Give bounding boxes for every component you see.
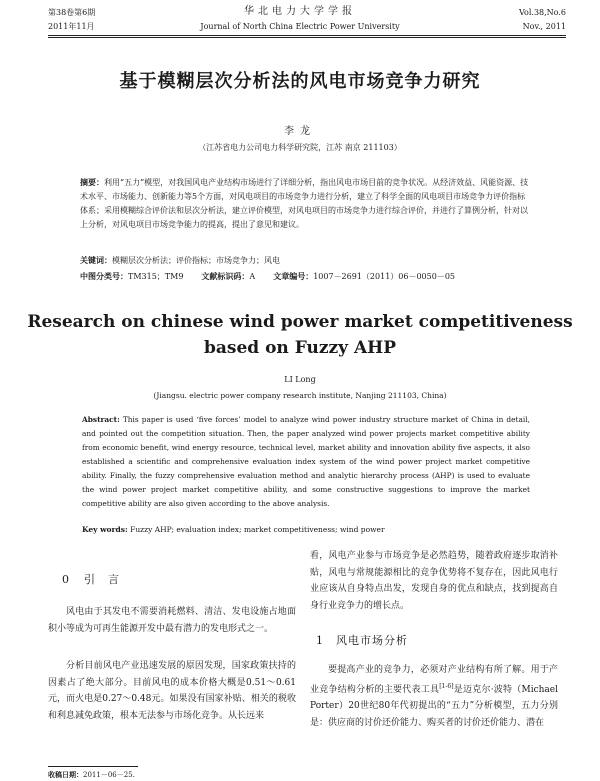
right-paragraph-2 xyxy=(310,662,558,731)
footnote-rule xyxy=(48,766,138,767)
keywords-en-label: Key words: xyxy=(82,525,128,534)
paper-title-en-line2: based on Fuzzy AHP xyxy=(204,338,396,358)
journal-name-en: Journal of North China Electric Power University xyxy=(200,22,400,31)
header-rule-thin xyxy=(48,37,566,38)
abstract-cn-text: 利用“五力”模型，对我国风电产业结构市场进行了详细分析，指出风电市场目前的竞争状况。从经济效益、风能资源、技术水平、市场能力、创新能力等5个方面，对风电项目的市场竞争力进行分析，建立了科学全面的风电项目市场竞争力评价指标体系；采用模糊综合评价法和层次分析法，建立评价模型，对风电项目的市场竞争力进行综合评价，并进行了算例分析，针对以上分析，对风电项目市场竞争能力的提高，提出了意见和建议。 xyxy=(80,178,529,229)
section-1-number: 1 xyxy=(316,634,324,647)
keywords-cn xyxy=(80,254,532,267)
abstract-cn-label: 摘要： xyxy=(80,177,104,187)
section-0-title: 引 言 xyxy=(84,573,120,586)
abstract-en xyxy=(82,413,530,511)
author-en: LI Long xyxy=(284,375,316,384)
section-0-heading xyxy=(62,571,120,587)
date-en: Nov., 2011 xyxy=(522,22,566,31)
clc-label: 中图分类号： xyxy=(80,271,128,281)
keywords-cn-text: 模糊层次分析法；评价指标；市场竞争力；风电 xyxy=(112,256,280,265)
intro-paragraph-1: 风电由于其发电不需要消耗燃料、清洁、发电设施占地面积小等成为可再生能源开发中最有潜力的发电形式之一。 xyxy=(48,607,296,634)
classification-line xyxy=(80,270,532,283)
section-0-number: 0 xyxy=(62,573,70,586)
received-date-value: 2011－06－25. xyxy=(83,771,135,779)
journal-name-cn: 华北电力大学学报 xyxy=(244,6,356,17)
keywords-en xyxy=(82,524,534,536)
article-number-value: 1007－2691（2011）06－0050－05 xyxy=(313,272,455,281)
abstract-en-text: This paper is used ‘five forces’ model to analyze wind power industry structure market of China in detail, and pointed out the competition situation. Then, the paper analyzed wind power projects market competitive ability from economic benefit, wind energy resource, technical level, market ability and innovation ability five aspects, it also established a scientific and comprehensive evaluation index system of the wind power project market competitive ability. Finally, the fuzzy comprehensive evaluation method and analytic hierarchy process (AHP) is used to evaluate the wind power project market competitive ability, and some constructive suggestions to improve the market competitive ability are also given according to the above analysis. xyxy=(82,415,530,508)
abstract-en-label: Abstract: xyxy=(82,415,120,424)
affiliation-en: (Jiangsu. electric power company research institute, Nanjing 211103, China) xyxy=(153,391,447,400)
right-paragraph-2-part1: 要提高产业的竞争力，必须对产业结构有所了解。用于产业竞争结构分析的主要代表工具 xyxy=(310,665,558,695)
clc-value: TM315；TM9 xyxy=(128,272,184,281)
doc-code-value: A xyxy=(249,272,256,281)
issue-date: 2011年11月 xyxy=(48,22,95,31)
abstract-cn xyxy=(80,175,532,232)
keywords-cn-label: 关键词： xyxy=(80,255,112,265)
section-1-heading xyxy=(316,632,408,648)
paper-title-cn: 基于模糊层次分析法的风电市场竞争力研究 xyxy=(119,71,481,92)
right-paragraph-2-part2: 是迈克尔·波特（Michael Porter）20世纪80年代初提出的“五力”分析模型，五力分别是：供应商的讨价还价能力、购买者的讨价还价能力、潜在 xyxy=(310,684,558,728)
affiliation-cn: （江苏省电力公司电力科学研究院，江苏 南京 211103） xyxy=(198,143,402,152)
header-rule xyxy=(48,35,566,36)
paper-title-en-line1: Research on chinese wind power market competitiveness xyxy=(27,312,573,332)
received-date-label: 收稿日期： xyxy=(48,770,83,779)
section-1-title: 风电市场分析 xyxy=(336,634,408,647)
author-cn: 李龙 xyxy=(284,126,316,137)
intro-paragraph-2: 分析目前风电产业迅速发展的原因发现，国家政策扶持的因素占了绝大部分。目前风电的成本价格大概是0.51～0.61元，而火电是0.27～0.48元。如果没有国家补贴、相关的税收和利息减免政策，根本无法参与市场化竞争。从长远来 xyxy=(48,661,296,721)
article-number-label: 文章编号： xyxy=(273,271,314,281)
issue-number: 第38卷第6期 xyxy=(48,8,96,17)
received-date xyxy=(48,770,135,780)
keywords-en-text: Fuzzy AHP; evaluation index; market competitiveness; wind power xyxy=(130,525,385,534)
citation-ref: [1-6] xyxy=(439,682,454,690)
right-paragraph-1: 看，风电产业参与市场竞争是必然趋势，随着政府逐步取消补贴，风电与常规能源相比的竞争优势将不复存在，因此风电行业应该从自身特点出发，发现自身的优点和缺点，找到提高自身行业竞争力的增长点。 xyxy=(310,551,558,611)
doc-code-label: 文献标识码： xyxy=(201,271,250,281)
volume-en: Vol.38,No.6 xyxy=(519,8,566,17)
